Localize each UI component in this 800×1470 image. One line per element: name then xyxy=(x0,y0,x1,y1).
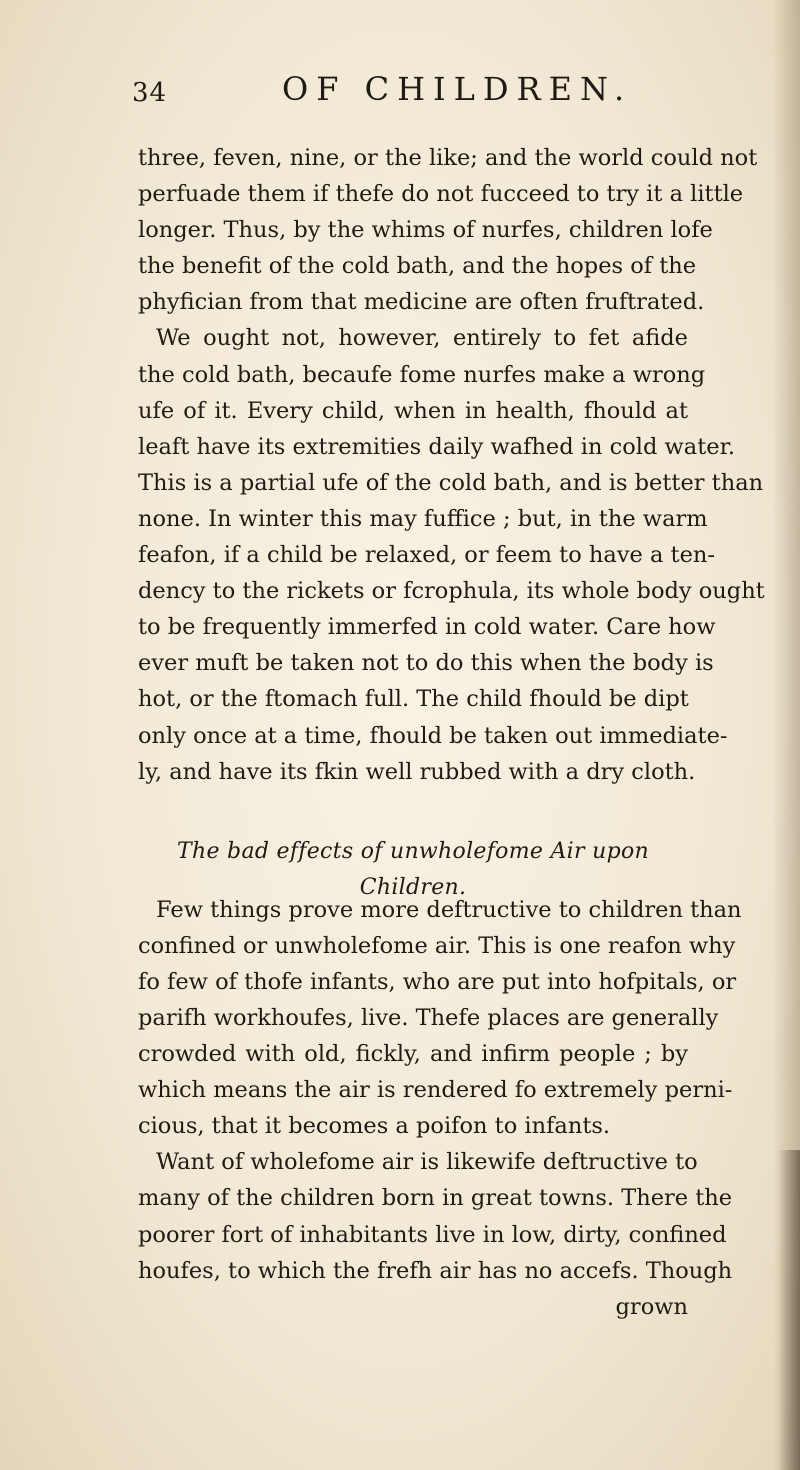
text-line: perfuade them if thefe do not fucceed to try it a little xyxy=(138,181,744,208)
text-line: only once at a time, fhould be taken out immediate- xyxy=(138,722,728,749)
text-line: This is a partial ufe of the cold bath, and is better than xyxy=(138,469,764,496)
text-line: crowded with old, fickly, and infirm people ; by xyxy=(138,1041,688,1068)
text-line: dency to the rickets or fcrophula, its whole body ought xyxy=(138,578,765,605)
text-line: ufe of it. Every child, when in health, fhould at xyxy=(138,397,688,424)
text-line: none. In winter this may fuffice ; but, in the warm xyxy=(138,505,708,532)
text-line: poorer fort of inhabitants live in low, dirty, confined xyxy=(138,1221,727,1248)
page-number: 34 xyxy=(132,78,168,108)
text-line: the benefit of the cold bath, and the hopes of the xyxy=(138,253,697,280)
text-line: which means the air is rendered fo extremely perni- xyxy=(138,1077,733,1104)
text-line: longer. Thus, by the whims of nurfes, children lofe xyxy=(138,217,713,244)
text-line: Few things prove more deftructive to children than xyxy=(156,896,742,923)
page-header xyxy=(132,70,732,112)
section-heading: The bad effects of unwholefome Air upon Children. xyxy=(177,838,649,900)
text-line: cious, that it becomes a poifon to infants. xyxy=(138,1113,611,1140)
text-line: to be frequently immerfed in cold water. Care how xyxy=(138,614,716,641)
body-text xyxy=(138,140,765,1325)
text-line: ly, and have its fkin well rubbed with a dry cloth. xyxy=(138,758,696,785)
text-line: hot, or the ftomach full. The child fhould be dipt xyxy=(138,686,689,713)
text-line: feafon, if a child be relaxed, or feem to have a ten- xyxy=(138,542,716,569)
text-line: houfes, to which the frefh air has no accefs. Though xyxy=(138,1257,733,1284)
text-line: leaft have its extremities daily wafhed in cold water. xyxy=(138,433,736,460)
catchword: grown xyxy=(615,1293,688,1320)
text-line: parifh workhoufes, live. Thefe places are generally xyxy=(138,1004,719,1031)
text-line: We ought not, however, entirely to fet afide xyxy=(156,325,688,352)
text-line: three, feven, nine, or the like; and the world could not xyxy=(138,145,758,171)
text-line: phyfician from that medicine are often fruftrated. xyxy=(138,289,705,316)
text-line: the cold bath, becaufe fome nurfes make a wrong xyxy=(138,361,706,388)
text-line: confined or unwholefome air. This is one reafon why xyxy=(138,932,736,959)
text-line: ever muft be taken not to do this when the body is xyxy=(138,650,714,677)
text-line: fo few of thofe infants, who are put into hofpitals, or xyxy=(138,968,737,995)
text-line: Want of wholefome air is likewife deftructive to xyxy=(156,1149,698,1176)
running-head: OF CHILDREN. xyxy=(282,70,633,108)
binding-shadow xyxy=(778,1150,800,1470)
text-line: many of the children born in great towns. There the xyxy=(138,1185,733,1212)
